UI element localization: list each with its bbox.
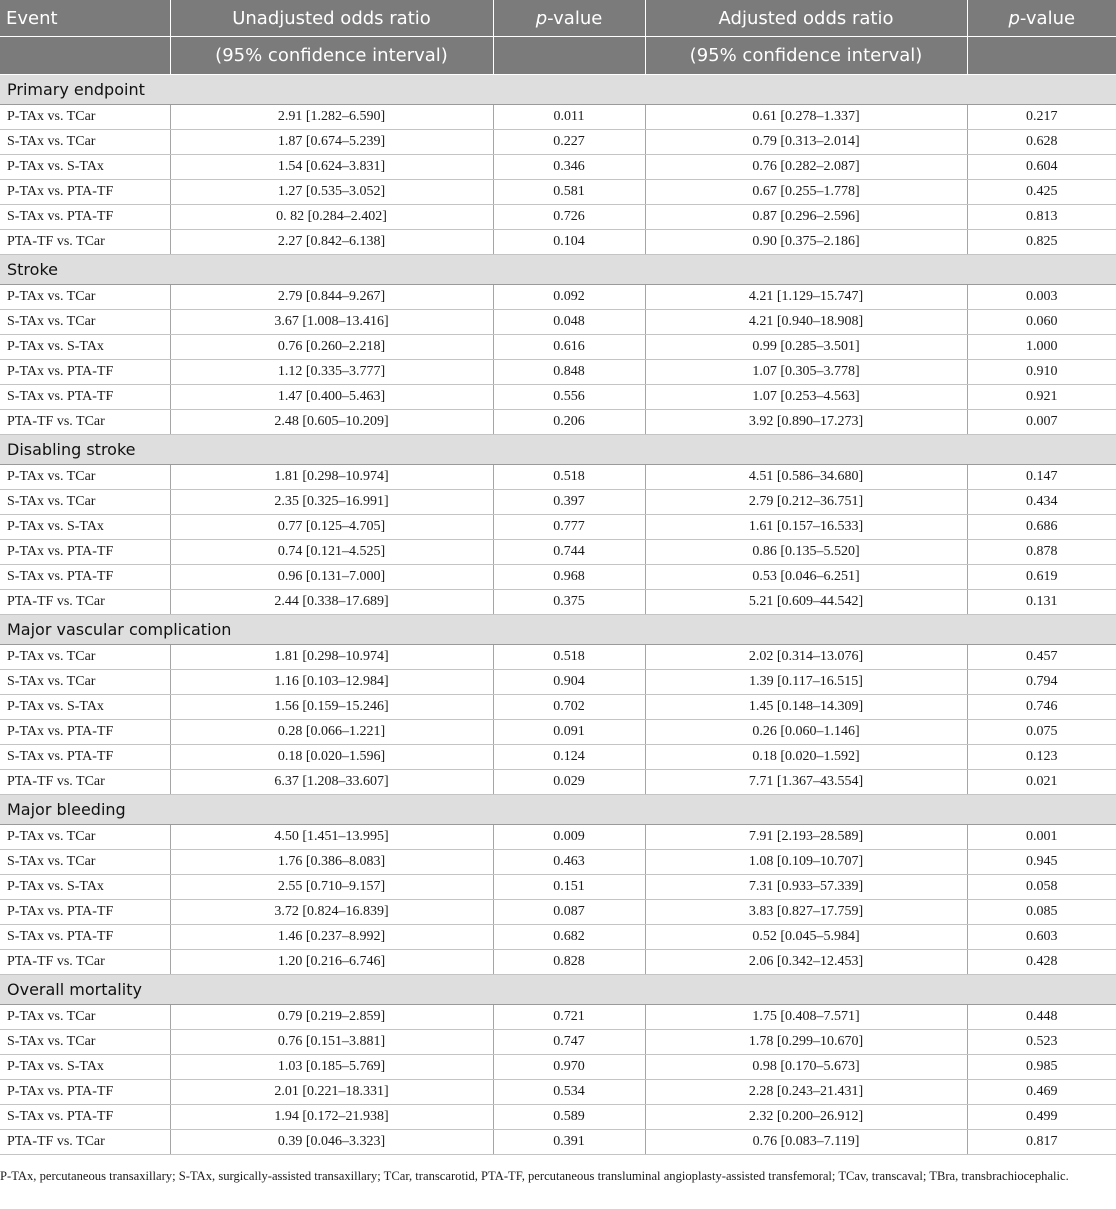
table-row [0,695,1116,720]
unadjusted-pvalue-cell: 0.968 [493,565,645,590]
comparison-cell: P-TAx vs. S-TAx [0,875,170,900]
header-p-rest: -value [547,7,603,29]
adjusted-pvalue-cell: 0.746 [967,695,1116,720]
table-row [0,950,1116,975]
adjusted-or-cell: 4.51 [0.586–34.680] [645,465,967,490]
comparison-cell: PTA-TF vs. TCar [0,770,170,795]
comparison-cell: S-TAx vs. PTA-TF [0,205,170,230]
adjusted-pvalue-cell: 0.910 [967,360,1116,385]
comparison-cell: P-TAx vs. PTA-TF [0,360,170,385]
unadjusted-pvalue-cell: 0.151 [493,875,645,900]
adjusted-pvalue-cell: 0.085 [967,900,1116,925]
adjusted-pvalue-cell: 0.945 [967,850,1116,875]
adjusted-or-cell: 2.28 [0.243–21.431] [645,1080,967,1105]
adjusted-or-cell: 0.90 [0.375–2.186] [645,230,967,255]
unadjusted-or-cell: 3.67 [1.008–13.416] [170,310,493,335]
adjusted-or-cell: 2.32 [0.200–26.912] [645,1105,967,1130]
unadjusted-pvalue-cell: 0.104 [493,230,645,255]
adjusted-or-cell: 1.75 [0.408–7.571] [645,1005,967,1030]
unadjusted-or-cell: 0.79 [0.219–2.859] [170,1005,493,1030]
table-row [0,645,1116,670]
unadjusted-or-cell: 2.91 [1.282–6.590] [170,105,493,130]
header-ci-unadjusted: (95% confidence interval) [170,37,493,75]
header-adjusted-or: Adjusted odds ratio [645,0,967,37]
adjusted-pvalue-cell: 0.457 [967,645,1116,670]
unadjusted-or-cell: 0.77 [0.125–4.705] [170,515,493,540]
group-row [0,435,1116,465]
adjusted-pvalue-cell: 0.003 [967,285,1116,310]
group-row [0,615,1116,645]
adjusted-or-cell: 1.78 [0.299–10.670] [645,1030,967,1055]
unadjusted-pvalue-cell: 0.589 [493,1105,645,1130]
header-event: Event [0,0,170,37]
table-row [0,770,1116,795]
group-row [0,975,1116,1005]
comparison-cell: S-TAx vs. TCar [0,670,170,695]
comparison-cell: P-TAx vs. PTA-TF [0,720,170,745]
comparison-cell: S-TAx vs. PTA-TF [0,385,170,410]
unadjusted-pvalue-cell: 0.904 [493,670,645,695]
comparison-cell: S-TAx vs. PTA-TF [0,745,170,770]
unadjusted-pvalue-cell: 0.518 [493,465,645,490]
unadjusted-or-cell: 1.54 [0.624–3.831] [170,155,493,180]
group-title: Stroke [0,255,1116,285]
table-row [0,230,1116,255]
comparison-cell: S-TAx vs. TCar [0,490,170,515]
adjusted-pvalue-cell: 0.817 [967,1130,1116,1155]
unadjusted-pvalue-cell: 0.744 [493,540,645,565]
table-row [0,285,1116,310]
unadjusted-or-cell: 2.55 [0.710–9.157] [170,875,493,900]
unadjusted-or-cell: 2.01 [0.221–18.331] [170,1080,493,1105]
unadjusted-or-cell: 1.81 [0.298–10.974] [170,465,493,490]
group-row [0,795,1116,825]
comparison-cell: P-TAx vs. PTA-TF [0,1080,170,1105]
comparison-cell: P-TAx vs. S-TAx [0,335,170,360]
comparison-cell: S-TAx vs. PTA-TF [0,1105,170,1130]
adjusted-pvalue-cell: 0.686 [967,515,1116,540]
adjusted-or-cell: 0.61 [0.278–1.337] [645,105,967,130]
table-row [0,540,1116,565]
unadjusted-or-cell: 1.56 [0.159–15.246] [170,695,493,720]
adjusted-or-cell: 1.39 [0.117–16.515] [645,670,967,695]
adjusted-pvalue-cell: 0.147 [967,465,1116,490]
comparison-cell: P-TAx vs. TCar [0,465,170,490]
table-row [0,465,1116,490]
table-row [0,825,1116,850]
unadjusted-pvalue-cell: 0.048 [493,310,645,335]
adjusted-or-cell: 2.02 [0.314–13.076] [645,645,967,670]
table-row [0,1080,1116,1105]
unadjusted-pvalue-cell: 0.534 [493,1080,645,1105]
unadjusted-pvalue-cell: 0.970 [493,1055,645,1080]
unadjusted-pvalue-cell: 0.848 [493,360,645,385]
adjusted-or-cell: 3.83 [0.827–17.759] [645,900,967,925]
unadjusted-or-cell: 1.94 [0.172–21.938] [170,1105,493,1130]
unadjusted-or-cell: 1.87 [0.674–5.239] [170,130,493,155]
adjusted-pvalue-cell: 0.075 [967,720,1116,745]
table-row [0,1030,1116,1055]
adjusted-or-cell: 0.52 [0.045–5.984] [645,925,967,950]
unadjusted-or-cell: 0.28 [0.066–1.221] [170,720,493,745]
unadjusted-or-cell: 2.48 [0.605–10.209] [170,410,493,435]
adjusted-or-cell: 2.79 [0.212–36.751] [645,490,967,515]
adjusted-pvalue-cell: 0.921 [967,385,1116,410]
unadjusted-or-cell: 0.18 [0.020–1.596] [170,745,493,770]
adjusted-or-cell: 1.45 [0.148–14.309] [645,695,967,720]
unadjusted-or-cell: 0.39 [0.046–3.323] [170,1130,493,1155]
unadjusted-or-cell: 0.96 [0.131–7.000] [170,565,493,590]
adjusted-or-cell: 1.08 [0.109–10.707] [645,850,967,875]
adjusted-pvalue-cell: 0.628 [967,130,1116,155]
header-empty-cell [967,37,1116,75]
unadjusted-or-cell: 1.16 [0.103–12.984] [170,670,493,695]
unadjusted-or-cell: 0.76 [0.260–2.218] [170,335,493,360]
unadjusted-pvalue-cell: 0.397 [493,490,645,515]
unadjusted-pvalue-cell: 0.518 [493,645,645,670]
table-row [0,360,1116,385]
adjusted-pvalue-cell: 0.434 [967,490,1116,515]
header-p-letter: p [1008,7,1020,29]
comparison-cell: PTA-TF vs. TCar [0,410,170,435]
adjusted-or-cell: 0.53 [0.046–6.251] [645,565,967,590]
unadjusted-pvalue-cell: 0.346 [493,155,645,180]
comparison-cell: S-TAx vs. PTA-TF [0,925,170,950]
comparison-cell: P-TAx vs. S-TAx [0,695,170,720]
header-p-rest: -value [1019,7,1076,29]
adjusted-or-cell: 0.67 [0.255–1.778] [645,180,967,205]
comparison-cell: P-TAx vs. TCar [0,825,170,850]
table-row [0,925,1116,950]
table-row [0,310,1116,335]
group-title: Overall mortality [0,975,1116,1005]
header-pvalue-unadjusted [493,0,645,37]
unadjusted-or-cell: 3.72 [0.824–16.839] [170,900,493,925]
unadjusted-pvalue-cell: 0.463 [493,850,645,875]
table-row [0,1055,1116,1080]
unadjusted-pvalue-cell: 0.124 [493,745,645,770]
unadjusted-or-cell: 4.50 [1.451–13.995] [170,825,493,850]
unadjusted-pvalue-cell: 0.581 [493,180,645,205]
unadjusted-pvalue-cell: 0.206 [493,410,645,435]
unadjusted-pvalue-cell: 0.556 [493,385,645,410]
comparison-cell: S-TAx vs. PTA-TF [0,565,170,590]
adjusted-pvalue-cell: 0.603 [967,925,1116,950]
unadjusted-pvalue-cell: 0.375 [493,590,645,615]
table-row [0,590,1116,615]
unadjusted-pvalue-cell: 0.029 [493,770,645,795]
adjusted-pvalue-cell: 0.523 [967,1030,1116,1055]
table-row [0,875,1116,900]
unadjusted-pvalue-cell: 0.726 [493,205,645,230]
unadjusted-or-cell: 1.81 [0.298–10.974] [170,645,493,670]
unadjusted-or-cell: 0. 82 [0.284–2.402] [170,205,493,230]
table-row [0,1105,1116,1130]
adjusted-pvalue-cell: 0.813 [967,205,1116,230]
adjusted-pvalue-cell: 0.058 [967,875,1116,900]
header-pvalue-adjusted [967,0,1116,37]
adjusted-or-cell: 1.07 [0.305–3.778] [645,360,967,385]
table-row [0,900,1116,925]
adjusted-pvalue-cell: 0.619 [967,565,1116,590]
table-row [0,155,1116,180]
unadjusted-or-cell: 1.27 [0.535–3.052] [170,180,493,205]
adjusted-or-cell: 0.87 [0.296–2.596] [645,205,967,230]
unadjusted-pvalue-cell: 0.721 [493,1005,645,1030]
unadjusted-or-cell: 2.27 [0.842–6.138] [170,230,493,255]
comparison-cell: PTA-TF vs. TCar [0,950,170,975]
adjusted-pvalue-cell: 0.007 [967,410,1116,435]
unadjusted-pvalue-cell: 0.227 [493,130,645,155]
adjusted-or-cell: 2.06 [0.342–12.453] [645,950,967,975]
adjusted-or-cell: 7.31 [0.933–57.339] [645,875,967,900]
comparison-cell: S-TAx vs. TCar [0,130,170,155]
adjusted-or-cell: 0.98 [0.170–5.673] [645,1055,967,1080]
adjusted-pvalue-cell: 0.123 [967,745,1116,770]
comparison-cell: P-TAx vs. S-TAx [0,515,170,540]
header-ci-adjusted: (95% confidence interval) [645,37,967,75]
table-row [0,745,1116,770]
group-title: Major vascular complication [0,615,1116,645]
table-row [0,335,1116,360]
table-row [0,1130,1116,1155]
comparison-cell: S-TAx vs. TCar [0,850,170,875]
header-unadjusted-or: Unadjusted odds ratio [170,0,493,37]
adjusted-or-cell: 4.21 [0.940–18.908] [645,310,967,335]
adjusted-or-cell: 0.99 [0.285–3.501] [645,335,967,360]
unadjusted-pvalue-cell: 0.011 [493,105,645,130]
adjusted-pvalue-cell: 0.448 [967,1005,1116,1030]
unadjusted-or-cell: 1.46 [0.237–8.992] [170,925,493,950]
comparison-cell: PTA-TF vs. TCar [0,1130,170,1155]
comparison-cell: P-TAx vs. S-TAx [0,155,170,180]
adjusted-or-cell: 1.61 [0.157–16.533] [645,515,967,540]
comparison-cell: PTA-TF vs. TCar [0,230,170,255]
table-row [0,490,1116,515]
unadjusted-or-cell: 6.37 [1.208–33.607] [170,770,493,795]
header-p-letter: p [535,7,548,29]
adjusted-pvalue-cell: 0.985 [967,1055,1116,1080]
table-row [0,180,1116,205]
table-row [0,1005,1116,1030]
comparison-cell: P-TAx vs. PTA-TF [0,900,170,925]
group-title: Disabling stroke [0,435,1116,465]
table-row [0,205,1116,230]
header-empty-cell [0,37,170,75]
adjusted-or-cell: 7.71 [1.367–43.554] [645,770,967,795]
unadjusted-pvalue-cell: 0.091 [493,720,645,745]
unadjusted-or-cell: 2.79 [0.844–9.267] [170,285,493,310]
table-body [0,75,1116,1155]
adjusted-or-cell: 1.07 [0.253–4.563] [645,385,967,410]
table-row [0,565,1116,590]
unadjusted-pvalue-cell: 0.777 [493,515,645,540]
adjusted-or-cell: 4.21 [1.129–15.747] [645,285,967,310]
comparison-cell: P-TAx vs. PTA-TF [0,540,170,565]
comparison-cell: P-TAx vs. TCar [0,1005,170,1030]
comparison-cell: PTA-TF vs. TCar [0,590,170,615]
unadjusted-pvalue-cell: 0.087 [493,900,645,925]
adjusted-pvalue-cell: 1.000 [967,335,1116,360]
unadjusted-or-cell: 0.76 [0.151–3.881] [170,1030,493,1055]
adjusted-or-cell: 5.21 [0.609–44.542] [645,590,967,615]
comparison-cell: P-TAx vs. TCar [0,105,170,130]
adjusted-or-cell: 0.76 [0.083–7.119] [645,1130,967,1155]
footnote: P-TAx, percutaneous transaxillary; S-TAx, surgically-assisted transaxillary; TCar, transcarotid, PTA-TF, percutaneous transluminal angioplasty-assisted transfemoral; TCav, transcaval; TBra, transbrachiocephalic. [0,1169,1069,1183]
adjusted-or-cell: 0.79 [0.313–2.014] [645,130,967,155]
unadjusted-or-cell: 1.12 [0.335–3.777] [170,360,493,385]
comparison-cell: P-TAx vs. S-TAx [0,1055,170,1080]
unadjusted-or-cell: 1.76 [0.386–8.083] [170,850,493,875]
unadjusted-pvalue-cell: 0.092 [493,285,645,310]
table-row [0,670,1116,695]
adjusted-pvalue-cell: 0.794 [967,670,1116,695]
adjusted-pvalue-cell: 0.217 [967,105,1116,130]
table-row [0,105,1116,130]
table-row [0,130,1116,155]
adjusted-pvalue-cell: 0.604 [967,155,1116,180]
unadjusted-or-cell: 2.44 [0.338–17.689] [170,590,493,615]
adjusted-pvalue-cell: 0.878 [967,540,1116,565]
header-empty-cell [493,37,645,75]
group-title: Primary endpoint [0,75,1116,105]
comparison-cell: P-TAx vs. PTA-TF [0,180,170,205]
table-row [0,515,1116,540]
unadjusted-or-cell: 1.03 [0.185–5.769] [170,1055,493,1080]
unadjusted-pvalue-cell: 0.616 [493,335,645,360]
adjusted-pvalue-cell: 0.428 [967,950,1116,975]
unadjusted-or-cell: 1.47 [0.400–5.463] [170,385,493,410]
table-header [0,0,1116,75]
unadjusted-pvalue-cell: 0.009 [493,825,645,850]
group-row [0,255,1116,285]
adjusted-pvalue-cell: 0.499 [967,1105,1116,1130]
adjusted-or-cell: 0.86 [0.135–5.520] [645,540,967,565]
table-row [0,720,1116,745]
adjusted-or-cell: 0.18 [0.020–1.592] [645,745,967,770]
adjusted-pvalue-cell: 0.825 [967,230,1116,255]
unadjusted-pvalue-cell: 0.391 [493,1130,645,1155]
adjusted-or-cell: 0.26 [0.060–1.146] [645,720,967,745]
unadjusted-pvalue-cell: 0.747 [493,1030,645,1055]
comparison-cell: S-TAx vs. TCar [0,310,170,335]
adjusted-pvalue-cell: 0.469 [967,1080,1116,1105]
unadjusted-or-cell: 0.74 [0.121–4.525] [170,540,493,565]
adjusted-or-cell: 7.91 [2.193–28.589] [645,825,967,850]
unadjusted-or-cell: 1.20 [0.216–6.746] [170,950,493,975]
adjusted-pvalue-cell: 0.060 [967,310,1116,335]
adjusted-pvalue-cell: 0.001 [967,825,1116,850]
adjusted-or-cell: 0.76 [0.282–2.087] [645,155,967,180]
table-row [0,385,1116,410]
comparison-cell: P-TAx vs. TCar [0,285,170,310]
group-title: Major bleeding [0,795,1116,825]
adjusted-pvalue-cell: 0.021 [967,770,1116,795]
adjusted-pvalue-cell: 0.425 [967,180,1116,205]
adjusted-or-cell: 3.92 [0.890–17.273] [645,410,967,435]
unadjusted-pvalue-cell: 0.702 [493,695,645,720]
group-row [0,75,1116,105]
unadjusted-or-cell: 2.35 [0.325–16.991] [170,490,493,515]
adjusted-pvalue-cell: 0.131 [967,590,1116,615]
table-row [0,850,1116,875]
unadjusted-pvalue-cell: 0.828 [493,950,645,975]
table-row [0,410,1116,435]
comparison-cell: S-TAx vs. TCar [0,1030,170,1055]
comparison-cell: P-TAx vs. TCar [0,645,170,670]
unadjusted-pvalue-cell: 0.682 [493,925,645,950]
